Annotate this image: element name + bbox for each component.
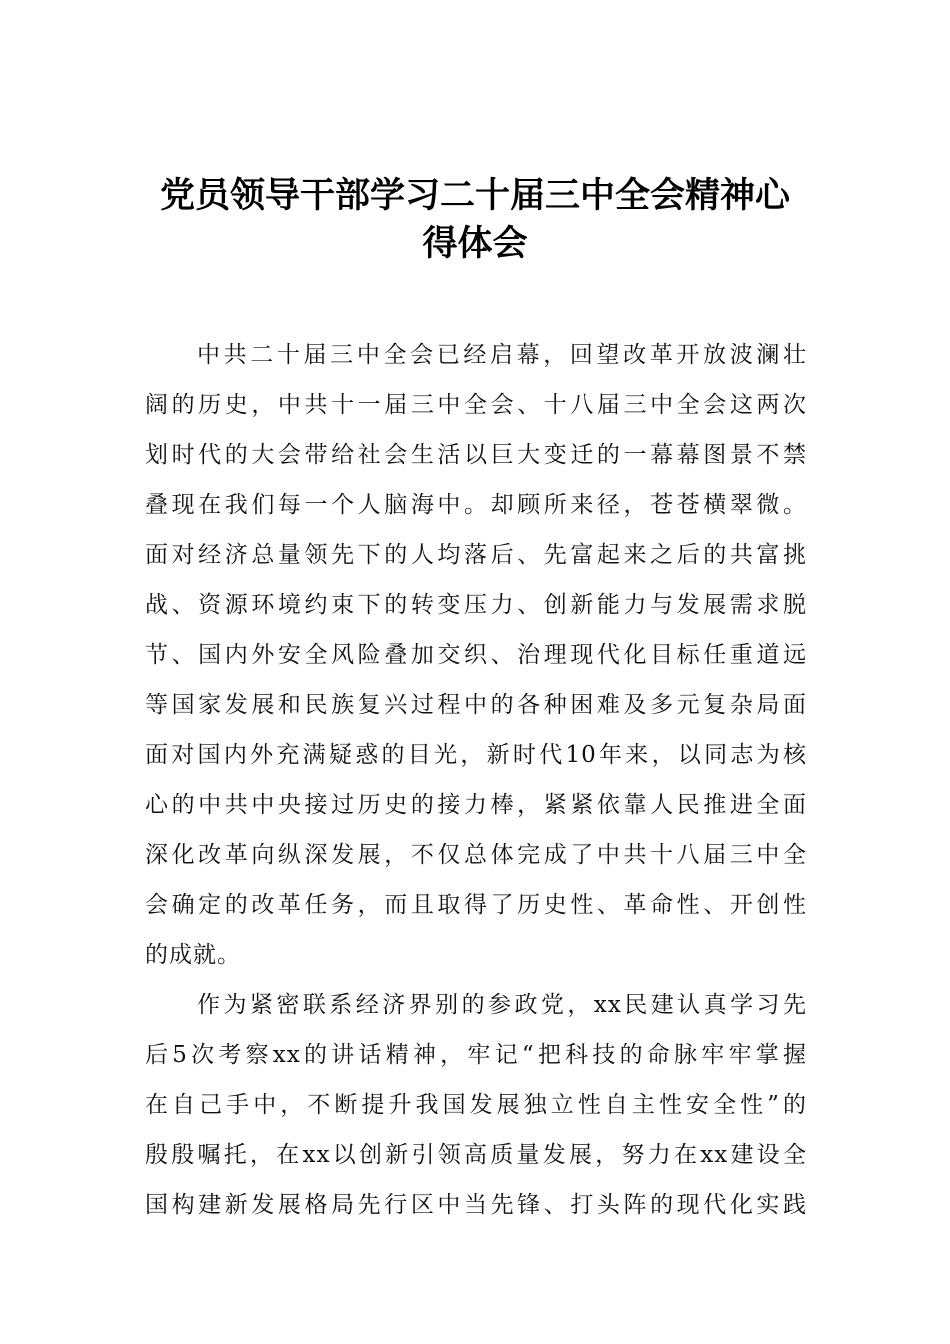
paragraph-line: 划时代的大会带给社会生活以巨大变迁的一幕幕图景不禁 bbox=[145, 442, 807, 468]
paragraph-line: 面对国内外充满疑惑的目光，新时代10年来，以同志为核 bbox=[145, 742, 807, 768]
paragraph-line: 战、资源环境约束下的转变压力、创新能力与发展需求脱 bbox=[145, 592, 807, 618]
paragraph-line: 在自己手中，不断提升我国发展独立性自主性安全性”的 bbox=[145, 1092, 807, 1118]
paragraph-line: 国构建新发展格局先行区中当先锋、打头阵的现代化实践 bbox=[145, 1192, 807, 1218]
paragraph-line: 面对经济总量领先下的人均落后、先富起来之后的共富挑 bbox=[145, 542, 807, 568]
document-title bbox=[120, 172, 830, 268]
paragraph-line: 的成就。 bbox=[145, 942, 241, 968]
paragraph-2 bbox=[145, 980, 807, 1230]
paragraph-line: 阔的历史，中共十一届三中全会、十八届三中全会这两次 bbox=[145, 392, 807, 418]
paragraph-line: 后5次考察xx的讲话精神，牢记“把科技的命脉牢牢掌握 bbox=[145, 1042, 807, 1068]
paragraph-line: 深化改革向纵深发展，不仅总体完成了中共十八届三中全 bbox=[145, 842, 807, 868]
paragraph-line: 作为紧密联系经济界别的参政党，xx民建认真学习先 bbox=[197, 992, 807, 1018]
paragraph-line: 节、国内外安全风险叠加交织、治理现代化目标任重道远 bbox=[145, 642, 807, 668]
paragraph-line: 会确定的改革任务，而且取得了历史性、革命性、开创性 bbox=[145, 892, 807, 918]
document-body bbox=[145, 330, 807, 1230]
paragraph-line: 殷殷嘱托，在xx以创新引领高质量发展，努力在xx建设全 bbox=[145, 1142, 807, 1168]
title-line-1: 党员领导干部学习二十届三中全会精神心 bbox=[159, 175, 790, 216]
title-line-2: 得体会 bbox=[422, 223, 528, 264]
paragraph-line: 心的中共中央接过历史的接力棒，紧紧依靠人民推进全面 bbox=[145, 792, 807, 818]
paragraph-line: 叠现在我们每一个人脑海中。却顾所来径，苍苍横翠微。 bbox=[145, 492, 807, 518]
paragraph-1 bbox=[145, 330, 807, 980]
paragraph-line: 等国家发展和民族复兴过程中的各种困难及多元复杂局面 bbox=[145, 692, 807, 718]
paragraph-line: 中共二十届三中全会已经启幕，回望改革开放波澜壮 bbox=[197, 342, 807, 368]
